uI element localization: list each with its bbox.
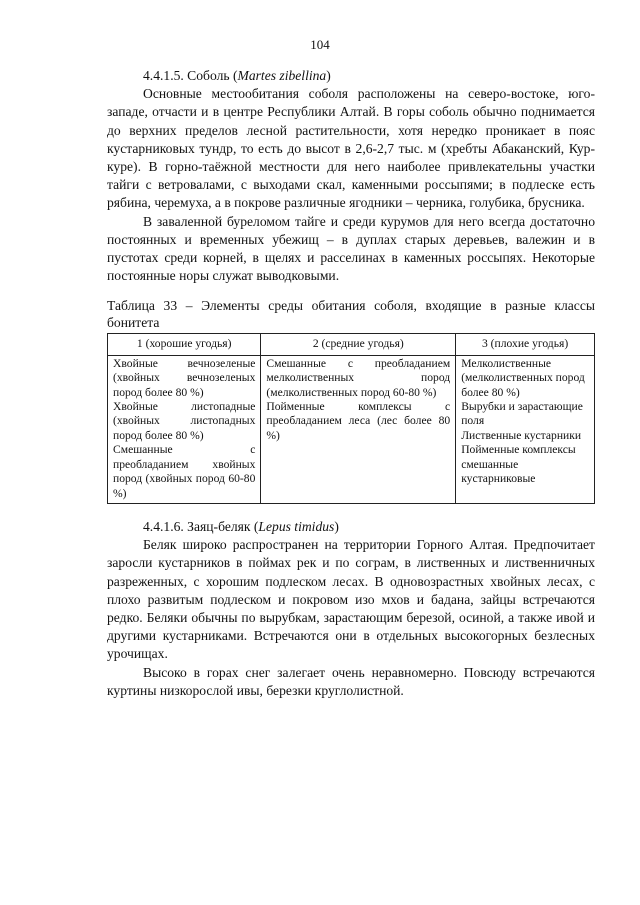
cell-line: Пойменные комплексы с преобладанием леса (лес более 80 %) — [266, 400, 451, 442]
cell-line: Вырубки и зарастающие поля — [461, 400, 583, 428]
cell-line: Пойменные комплексы смешанные кустарниковые — [461, 443, 576, 486]
paragraph: Беляк широко распространен на территории Горного Алтая. Предпочитает заросли кустарников в поймах рек и по сограм, в лиственных и лиственничных разреженных, с хорошим подлеском лесах. В одновозрастных хвойных лесах, с плохо развитым подлеском и покровом изо мхов и бадана, зайцы встречаются редко. Беляки обычны по вырубкам, зарастающим березой, осиной, а также ивой и другими кустарниками. Встречаются они в отдельных высокогорных безлесных урочищах. — [107, 537, 595, 662]
cell-line: Смешанные с преобладанием хвойных пород (хвойных пород 60-80 %) — [113, 443, 256, 500]
table-cell-good — [108, 355, 261, 503]
cell-line: Смешанные с преобладанием мелколиственных пород (мелколиственных пород 60-80 %) — [266, 356, 451, 399]
cell-line: Хвойные листопадные (хвойных листопадных пород более 80 %) — [113, 400, 256, 442]
paragraph: Высоко в горах снег залегает очень неравномерно. Повсюду встречаются куртины низкорослой ивы, березки круглолистной. — [107, 664, 595, 698]
table-caption: Таблица 33 – Элементы среды обитания соболя, входящие в разные классы бонитета — [107, 298, 595, 331]
spacer — [107, 504, 595, 518]
paragraph: В заваленной буреломом тайге и среди курумов для него всегда достаточно постоянных и временных убежищ – в дуплах старых деревьев, валежин и в пустотах среди корней, в щелях и расселинах в каменных россыпях. Некоторые постоянные норы служат выводковыми. — [107, 213, 595, 284]
table-header-cell: 3 (плохие угодья) — [456, 334, 595, 355]
table-header-cell: 1 (хорошие угодья) — [108, 334, 261, 355]
cell-line: Хвойные вечнозеленые (хвойных вечнозеленых пород более 80 %) — [113, 356, 256, 399]
latin-name: Martes zibellina — [237, 68, 327, 83]
page-content — [107, 67, 595, 700]
table-header-row — [108, 334, 595, 355]
latin-name: Lepus timidus — [258, 518, 335, 534]
section-heading-sable: 4.4.1.5. Соболь (Martes zibellina) — [143, 68, 331, 83]
table-row — [108, 355, 595, 503]
page-number: 104 — [310, 37, 330, 52]
table-header-cell: 2 (средние угодья) — [261, 334, 456, 355]
paragraph: Основные местообитания соболя расположены на северо-востоке, юго-западе, отчасти и в центре Республики Алтай. В горы соболь обычно поднимается до верхних пределов лесной растительности, хотя нередко проникает в пояс кустарниковых тундр, то есть до высот в 2,6-2,7 тыс. м (хребты Абаканский, Кур-куре). В горно-таёжной местности для него наиболее привлекательны участки тайги с ветровалами, с выходами скал, каменными россыпями; в подлеске есть рябина, черемуха, а в покрове различные ягодники – черника, голубика, брусника. — [107, 86, 595, 211]
table-cell-medium — [261, 355, 456, 503]
cell-line: Мелколиственные (мелколиственных пород более 80 %) — [461, 356, 585, 399]
cell-line: Лиственные кустарники — [461, 428, 582, 442]
habitat-table — [107, 333, 595, 503]
table-cell-poor — [456, 355, 595, 503]
section-heading-hare: 4.4.1.6. Заяц-беляк (Lepus timidus) — [143, 518, 339, 534]
